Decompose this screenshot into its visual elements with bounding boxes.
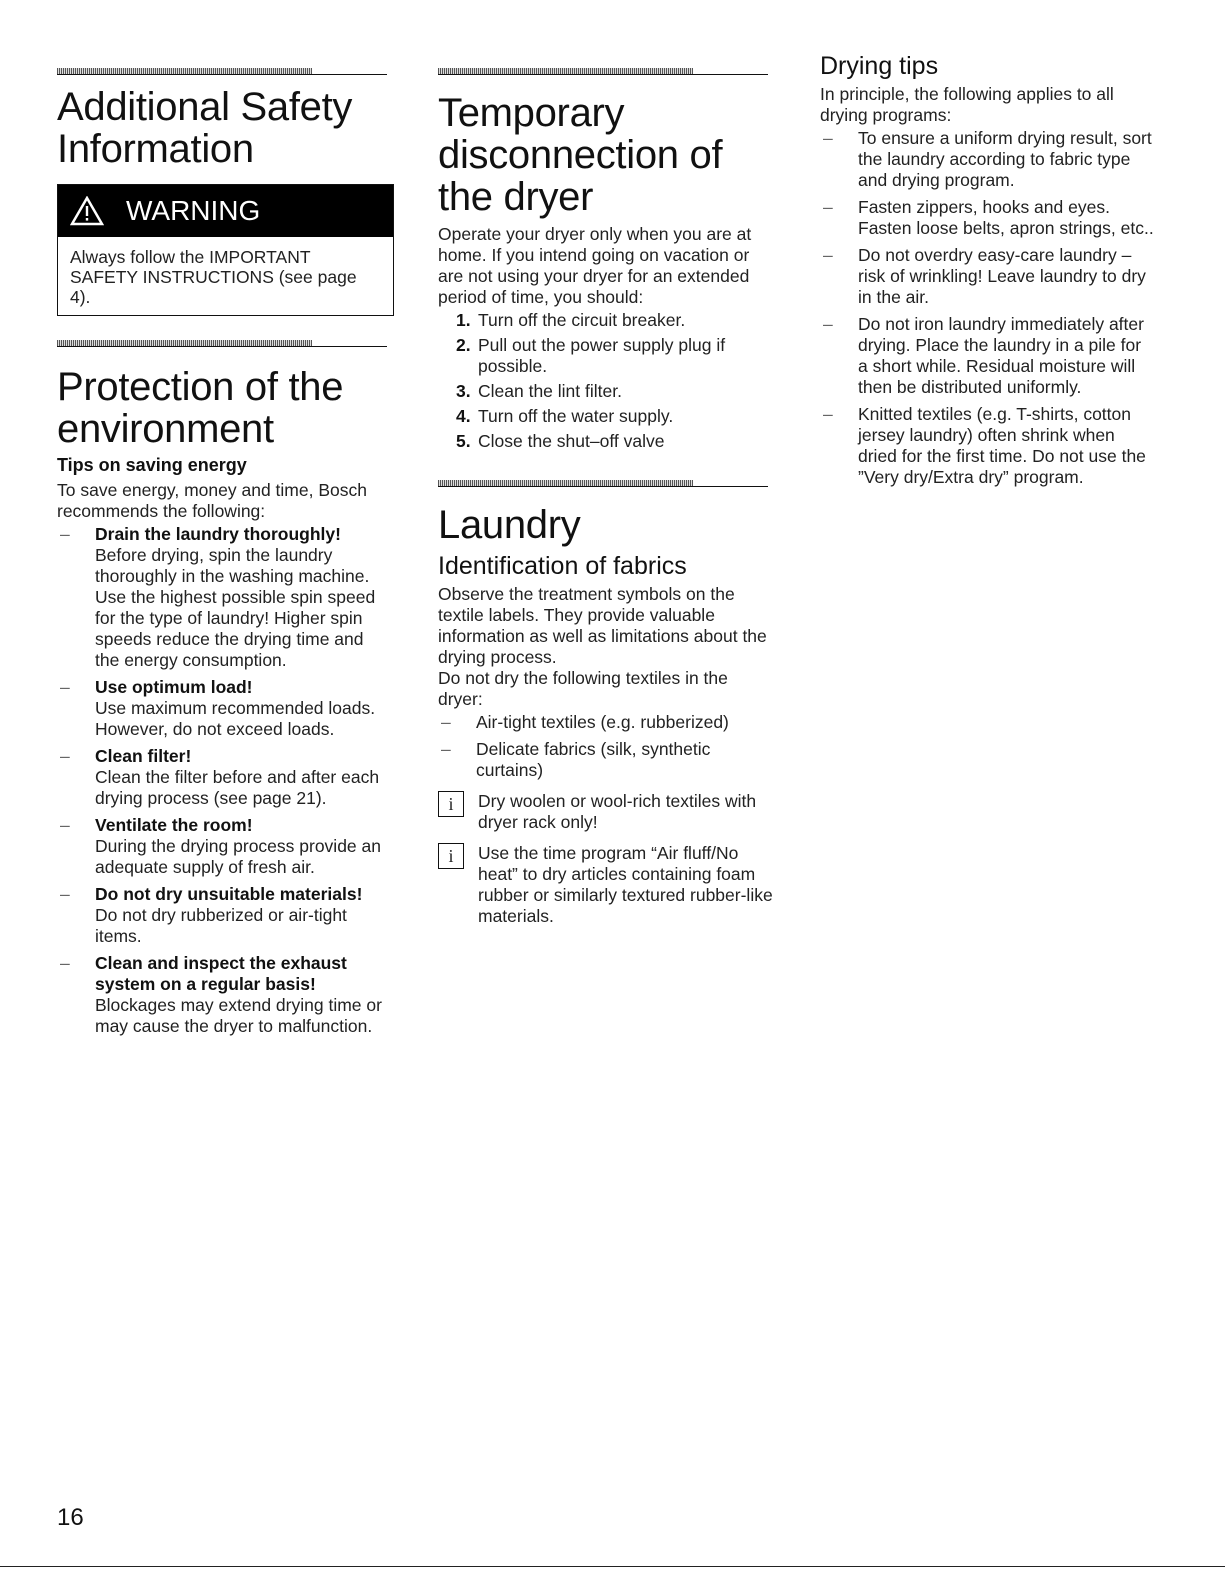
step-item <box>438 335 773 377</box>
donot-item <box>438 739 773 781</box>
dash-bullet: – <box>60 524 70 544</box>
column-middle <box>438 0 773 927</box>
step-number: 2. <box>456 335 471 355</box>
step-item <box>438 381 773 402</box>
safety-title: Additional Safety Information <box>57 85 353 171</box>
disconnection-title: Temporary disconnection of the dryer <box>438 91 723 219</box>
step-number: 3. <box>456 381 471 401</box>
warning-triangle-icon <box>70 196 104 226</box>
info-icon: i <box>438 843 464 869</box>
drying-tip-item <box>820 197 1155 239</box>
column-left <box>57 0 392 1043</box>
dash-bullet: – <box>60 884 70 904</box>
step-text: Close the shut–off valve <box>478 431 665 451</box>
page-number: 16 <box>57 1504 84 1531</box>
drying-tip-item <box>820 245 1155 308</box>
step-number: 4. <box>456 406 471 426</box>
environment-title: Protection of the environment <box>57 365 344 451</box>
tips-heading: Tips on saving energy <box>57 455 247 475</box>
steps-list <box>438 310 773 452</box>
tip-title: Use optimum load! <box>95 677 253 697</box>
warning-header <box>58 185 393 237</box>
dash-bullet: – <box>60 815 70 835</box>
identification-text: Observe the treatment symbols on the textile labels. They provide valuable information as well as limitations about the drying process. <box>438 584 767 667</box>
drying-tip-item <box>820 128 1155 191</box>
step-text: Clean the lint filter. <box>478 381 622 401</box>
dash-bullet: – <box>823 245 833 265</box>
drying-tip-text: Fasten zippers, hooks and eyes. Fasten loose belts, apron strings, etc.. <box>858 197 1154 238</box>
step-text: Turn off the water supply. <box>478 406 674 426</box>
tip-text: Clean the filter before and after each drying process (see page 21). <box>95 767 380 808</box>
info-text: Dry woolen or wool-rich textiles with dryer rack only! <box>478 791 757 832</box>
drying-tip-text: Knitted textiles (e.g. T-shirts, cotton jersey laundry) often shrink when dried for the first time. Do not use the ”Very dry/Extra dry” program. <box>858 404 1146 487</box>
tip-title: Do not dry unsuitable materials! <box>95 884 363 904</box>
step-item <box>438 310 773 331</box>
donot-list <box>438 712 773 781</box>
dash-bullet: – <box>60 677 70 697</box>
disconnection-intro: Operate your dryer only when you are at home. If you intend going on vacation or are not using your dryer for an extended period of time, you should: <box>438 224 752 307</box>
drying-tip-text: Do not iron laundry immediately after drying. Place the laundry in a pile for a short while. Residual moisture will then be distributed uniformly. <box>858 314 1144 397</box>
identification-text-2: Do not dry the following textiles in the dryer: <box>438 668 728 709</box>
warning-box <box>57 184 394 316</box>
dash-bullet: – <box>823 128 833 148</box>
tip-text: Use maximum recommended loads. However, do not exceed loads. <box>95 698 376 739</box>
drying-tip-item <box>820 314 1155 398</box>
info-note <box>438 791 773 833</box>
drying-tips-title: Drying tips <box>820 52 939 80</box>
dash-bullet: – <box>441 712 451 732</box>
dash-bullet: – <box>60 953 70 973</box>
column-right <box>820 0 1155 494</box>
step-number: 5. <box>456 431 471 451</box>
section-rule <box>57 340 392 348</box>
donot-text: Air-tight textiles (e.g. rubberized) <box>476 712 729 732</box>
identification-title: Identification of fabrics <box>438 552 687 580</box>
tip-item <box>57 884 392 947</box>
step-item <box>438 406 773 427</box>
laundry-title: Laundry <box>438 503 581 547</box>
section-rule <box>438 68 773 76</box>
tips-list <box>57 524 392 1037</box>
tip-title: Drain the laundry thoroughly! <box>95 524 341 544</box>
dash-bullet: – <box>60 746 70 766</box>
tip-title: Clean filter! <box>95 746 192 766</box>
step-text: Turn off the circuit breaker. <box>478 310 686 330</box>
drying-tip-item <box>820 404 1155 488</box>
tip-text: Before drying, spin the laundry thoroughly in the washing machine. Use the highest possible spin speed for the type of laundry! Higher spin speeds reduce the drying time and the energy consumption. <box>95 545 376 670</box>
step-item <box>438 431 773 452</box>
donot-text: Delicate fabrics (silk, synthetic curtains) <box>476 739 711 780</box>
info-note <box>438 843 773 927</box>
tip-item <box>57 524 392 671</box>
dash-bullet: – <box>823 197 833 217</box>
warning-text: Always follow the IMPORTANT SAFETY INSTRUCTIONS (see page 4). <box>70 247 357 307</box>
warning-label: WARNING <box>126 195 261 226</box>
drying-tip-text: Do not overdry easy-care laundry – risk of wrinkling! Leave laundry to dry in the air. <box>858 245 1146 307</box>
drying-tip-text: To ensure a uniform drying result, sort the laundry according to fabric type and drying program. <box>858 128 1152 190</box>
drying-tips-list <box>820 128 1155 488</box>
notes <box>438 791 773 927</box>
tip-text: Do not dry rubberized or air-tight items. <box>95 905 347 946</box>
step-number: 1. <box>456 310 471 330</box>
step-text: Pull out the power supply plug if possible. <box>478 335 726 376</box>
drying-tips-intro: In principle, the following applies to all drying programs: <box>820 84 1114 125</box>
tip-title: Clean and inspect the exhaust system on a regular basis! <box>95 953 347 994</box>
tip-item <box>57 815 392 878</box>
footer-rule <box>0 1566 1225 1567</box>
tip-item <box>57 746 392 809</box>
tips-intro: To save energy, money and time, Bosch recommends the following: <box>57 480 367 521</box>
tip-title: Ventilate the room! <box>95 815 253 835</box>
donot-item <box>438 712 773 733</box>
info-icon: i <box>438 791 464 817</box>
info-text: Use the time program “Air fluff/No heat” to dry articles containing foam rubber or similarly textured rubber-like materials. <box>478 843 773 926</box>
section-rule <box>57 68 392 76</box>
dash-bullet: – <box>823 404 833 424</box>
dash-bullet: – <box>441 739 451 759</box>
dash-bullet: – <box>823 314 833 334</box>
tip-item <box>57 677 392 740</box>
tip-item <box>57 953 392 1037</box>
section-rule <box>438 480 773 488</box>
tip-text: Blockages may extend drying time or may cause the dryer to malfunction. <box>95 995 382 1036</box>
tip-text: During the drying process provide an adequate supply of fresh air. <box>95 836 381 877</box>
